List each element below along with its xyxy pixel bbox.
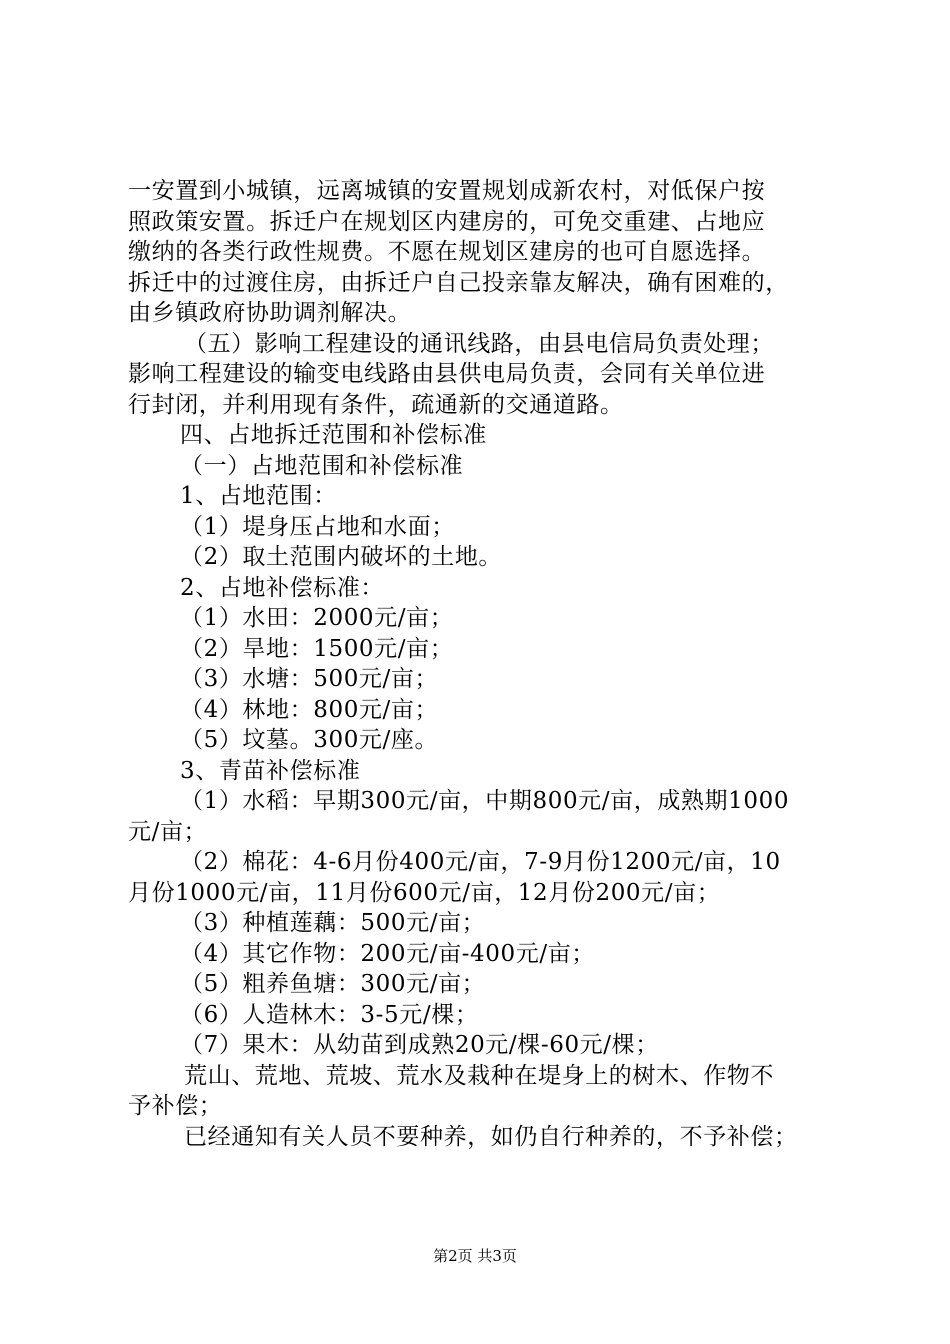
- list-item-continuation: 元/亩；: [128, 818, 208, 845]
- list-item: （3）水塘：500元/亩；: [180, 666, 439, 692]
- list-item-continuation: 月份1000元/亩，11月份600元/亩，12月份200元/亩；: [128, 879, 721, 906]
- text-line: 照政策安置。拆迁户在规划区内建房的，可免交重建、占地应: [128, 208, 766, 235]
- page-number-footer: 第2页 共3页: [433, 1247, 517, 1265]
- text-line: 已经通知有关人员不要种养，如仍自行种养的，不予补偿；: [184, 1123, 798, 1150]
- list-item: （1）水田：2000元/亩；: [180, 605, 454, 631]
- list-heading: 2、占地补偿标准：: [180, 574, 385, 601]
- list-item: （7）果木：从幼苗到成熟20元/棵-60元/棵；: [180, 1032, 659, 1058]
- text-line: 荒山、荒地、荒坡、荒水及栽种在堤身上的树木、作物不: [184, 1062, 774, 1089]
- list-item: （4）其它作物：200元/亩-400元/亩；: [180, 940, 595, 967]
- list-item: （2）旱地：1500元/亩；: [180, 635, 454, 662]
- list-item: （2）取土范围内破坏的土地。: [180, 544, 503, 570]
- section-heading: 四、占地拆迁范围和补偿标准: [180, 422, 487, 448]
- text-line: 影响工程建设的输变电线路由县供电局负责，会同有关单位进: [128, 361, 766, 387]
- list-heading: 3、青苗补偿标准: [180, 757, 361, 784]
- subsection-heading: （一）占地范围和补偿标准: [180, 452, 464, 479]
- text-line: 拆迁中的过渡住房，由拆迁户自己投亲靠友解决，确有困难的，: [128, 269, 789, 296]
- document-body: [128, 176, 840, 1152]
- text-line: 予补偿；: [128, 1093, 223, 1119]
- text-line: （五）影响工程建设的通讯线路，由县电信局负责处理；: [184, 330, 774, 357]
- list-item: （6）人造林木：3-5元/棵；: [180, 1001, 479, 1028]
- list-heading: 1、占地范围：: [180, 483, 337, 509]
- list-item: （1）堤身压占地和水面；: [180, 513, 455, 540]
- list-item: （3）种植莲藕：500元/亩；: [180, 910, 486, 936]
- text-line: 行封闭，并利用现有条件，疏通新的交通道路。: [128, 391, 624, 418]
- list-item: （5）粗养鱼塘：300元/亩；: [180, 971, 486, 997]
- text-line: 由乡镇政府协助调剂解决。: [128, 300, 412, 326]
- list-item: （2）棉花：4-6月份400元/亩，7-9月份1200元/亩，10: [180, 849, 781, 875]
- list-item: （5）坟墓。300元/座。: [180, 727, 439, 753]
- text-line: 缴纳的各类行政性规费。不愿在规划区建房的也可自愿选择。: [128, 239, 766, 265]
- text-line: 一安置到小城镇，远离城镇的安置规划成新农村，对低保户按: [128, 178, 766, 204]
- list-item: （1）水稻：早期300元/亩，中期800元/亩，成熟期1000: [180, 788, 790, 814]
- list-item: （4）林地：800元/亩；: [180, 696, 439, 723]
